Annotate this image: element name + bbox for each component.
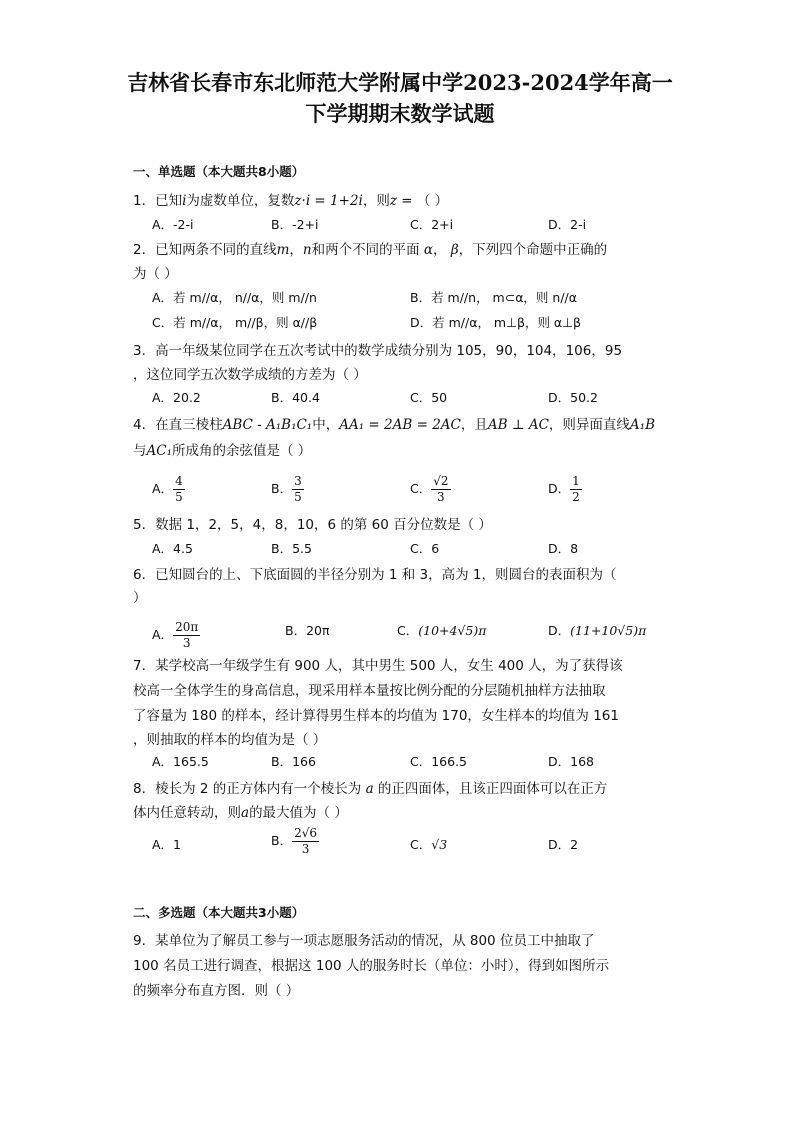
q2-option-b[interactable]: B．若 m//n， m⊂α，则 n//α bbox=[410, 290, 577, 305]
fraction: $\frac{3}{5}$ bbox=[294, 474, 302, 504]
q7-option-a[interactable]: A．165.5 bbox=[152, 754, 209, 769]
q4-option-d[interactable]: D． $\frac{1}{2}$ bbox=[548, 474, 580, 504]
q5-option-d[interactable]: D．8 bbox=[548, 541, 579, 556]
question-3-line1: 3．高一年级某位同学在五次考试中的数学成绩分别为 105，90，104，106，95 bbox=[133, 343, 623, 359]
q6-option-c[interactable]: C．(10+4√5)π bbox=[397, 623, 487, 638]
q3-option-c[interactable]: C．50 bbox=[410, 390, 448, 405]
question-8-line2: 体内任意转动，则a的最大值为（ ） bbox=[133, 805, 348, 821]
fraction: $\frac{4}{5}$ bbox=[175, 474, 183, 504]
q1-option-d[interactable]: D．2-i bbox=[548, 217, 587, 232]
q1-option-a[interactable]: A．-2-i bbox=[152, 217, 194, 232]
section-multiple-choice-heading: 二、多选题（本大题共3小题） bbox=[133, 905, 305, 920]
section-single-choice-heading: 一、单选题（本大题共8小题） bbox=[133, 164, 305, 179]
fraction: $\frac{1}{2}$ bbox=[572, 474, 580, 504]
q1-option-b[interactable]: B．-2+i bbox=[271, 217, 319, 232]
question-7-line2: 校高一全体学生的身高信息，现采用样本量按比例分配的分层随机抽样方法抽取 bbox=[133, 683, 606, 699]
question-1: 1．已知i为虚数单位，复数z·i = 1+2i，则z = （ ） bbox=[133, 193, 449, 209]
q2-option-a[interactable]: A．若 m//α， n//α，则 m//n bbox=[152, 290, 317, 305]
q8-option-b[interactable]: B． $\frac{2√6}{3}$ bbox=[271, 826, 317, 856]
q6-option-a[interactable]: A． $\frac{20\pi}{3}$ bbox=[152, 620, 199, 650]
q3-option-a[interactable]: A．20.2 bbox=[152, 390, 201, 405]
q4-option-b[interactable]: B． $\frac{3}{5}$ bbox=[271, 474, 302, 504]
q3-option-b[interactable]: B．40.4 bbox=[271, 390, 320, 405]
question-5: 5．数据 1，2，5，4，8，10，6 的第 60 百分位数是（ ） bbox=[133, 517, 492, 533]
fraction: $\frac{√2}{3}$ bbox=[433, 474, 449, 504]
question-2-line1: 2．已知两条不同的直线m，n和两个不同的平面 α， β，下列四个命题中正确的 bbox=[133, 242, 608, 258]
fraction: $\frac{20\pi}{3}$ bbox=[175, 620, 199, 650]
q1-option-c[interactable]: C．2+i bbox=[410, 217, 454, 232]
q5-option-a[interactable]: A．4.5 bbox=[152, 541, 193, 556]
fraction: $\frac{2√6}{3}$ bbox=[294, 826, 317, 856]
question-7-line3: 了容量为 180 的样本，经计算得男生样本的均值为 170，女生样本的均值为 161 bbox=[133, 708, 619, 724]
q5-option-b[interactable]: B．5.5 bbox=[271, 541, 312, 556]
page-title-line1: 吉林省长春市东北师范大学附属中学2023-2024学年高一 bbox=[127, 70, 673, 95]
question-7-line1: 7．某学校高一年级学生有 900 人，其中男生 500 人，女生 400 人，为了获得该 bbox=[133, 658, 623, 674]
q7-option-c[interactable]: C．166.5 bbox=[410, 754, 468, 769]
q6-option-b[interactable]: B．20π bbox=[285, 623, 330, 638]
q2-option-c[interactable]: C．若 m//α， m//β，则 α//β bbox=[152, 315, 318, 330]
q7-option-b[interactable]: B．166 bbox=[271, 754, 316, 769]
q4-option-c[interactable]: C． $\frac{√2}{3}$ bbox=[410, 474, 449, 504]
q2-option-d[interactable]: D．若 m//α， m⊥β，则 α⊥β bbox=[410, 315, 582, 330]
question-4-line1: 4．在直三棱柱ABC - A₁B₁C₁中，AA₁ = 2AB = 2AC，且AB ⊥ AC，则异面直线A₁B bbox=[133, 417, 655, 433]
question-8-line1: 8．棱长为 2 的正方体内有一个棱长为 a 的正四面体，且该正四面体可以在正方 bbox=[133, 781, 608, 797]
question-4-line2: 与AC₁所成角的余弦值是（ ） bbox=[133, 443, 312, 459]
question-9-line2: 100 名员工进行调查，根据这 100 人的服务时长（单位：小时），得到如图所示 bbox=[133, 958, 610, 974]
q3-option-d[interactable]: D．50.2 bbox=[548, 390, 598, 405]
q8-option-c[interactable]: C．√3 bbox=[410, 837, 448, 852]
question-9-line1: 9．某单位为了解员工参与一项志愿服务活动的情况，从 800 位员工中抽取了 bbox=[133, 933, 595, 949]
page-title-line2: 下学期期末数学试题 bbox=[305, 101, 495, 126]
q8-option-d[interactable]: D．2 bbox=[548, 837, 579, 852]
question-9-line3: 的频率分布直方图．则（ ） bbox=[133, 983, 300, 999]
q8-option-a[interactable]: A．1 bbox=[152, 837, 182, 852]
q4-option-a[interactable]: A． $\frac{4}{5}$ bbox=[152, 474, 183, 504]
question-3-line2: ，这位同学五次数学成绩的方差为（ ） bbox=[133, 367, 367, 383]
q5-option-c[interactable]: C．6 bbox=[410, 541, 440, 556]
question-7-line4: ，则抽取的样本的均值为是（ ） bbox=[133, 732, 327, 748]
question-6-line1: 6．已知圆台的上、下底面圆的半径分别为 1 和 3，高为 1，则圆台的表面积为（ bbox=[133, 567, 617, 583]
question-6-line2: ） bbox=[133, 590, 147, 606]
q7-option-d[interactable]: D．168 bbox=[548, 754, 594, 769]
question-2-line2: 为（ ） bbox=[133, 266, 178, 282]
q6-option-d[interactable]: D．(11+10√5)π bbox=[548, 623, 647, 638]
